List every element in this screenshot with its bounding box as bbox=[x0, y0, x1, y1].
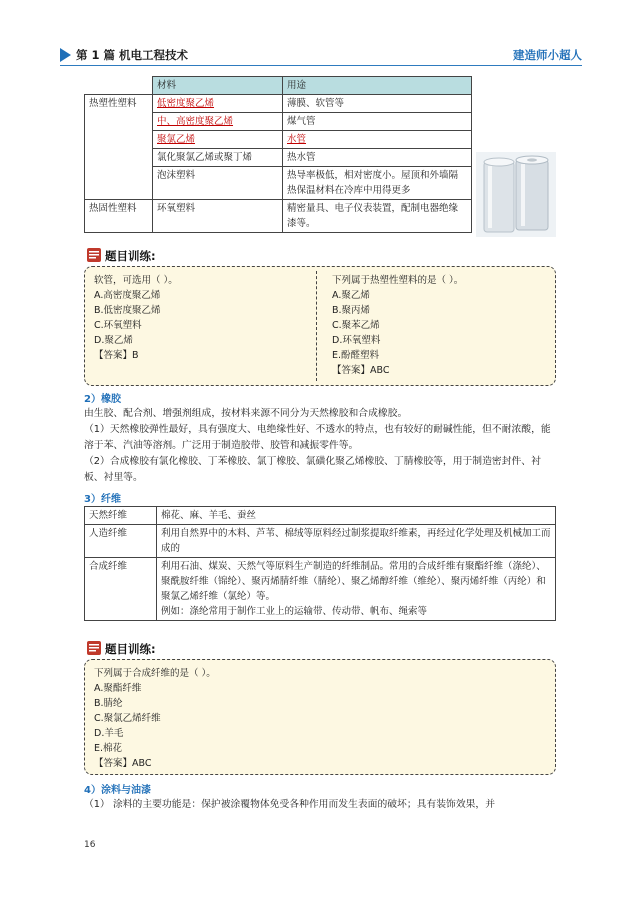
coating-title: 4）涂料与油漆 bbox=[84, 785, 151, 796]
table-row: 天然纤维 棉花、麻、羊毛、蚕丝 bbox=[85, 507, 556, 525]
quiz1-right: 下列属于热塑性塑料的是（ ）。 A.聚乙烯 B.聚丙烯 C.聚苯乙烯 D.环氧塑料 E.酚醛塑料 【答案】ABC bbox=[332, 275, 464, 376]
rubber-synthetic: （2）合成橡胶有氯化橡胶、丁苯橡胶、氯丁橡胶、氯磺化聚乙烯橡胶、丁腈橡胶等，用于制造密封件、衬板、衬里等。 bbox=[84, 456, 541, 483]
rubber-natural: （1）天然橡胶弹性最好，具有强度大、电绝缘性好、不透水的特点，也有较好的耐碱性能，但不耐浓酸，能溶于苯、汽油等溶剂。广泛用于制造胶带、胶管和减振零件等。 bbox=[84, 424, 551, 451]
thermoset-label: 热固性塑料 bbox=[85, 200, 153, 233]
table-row bbox=[85, 95, 472, 113]
quiz-heading: 题目训练: bbox=[86, 640, 156, 657]
use-cell: 精密量具、电子仪表装置，配制电器绝缘漆等。 bbox=[283, 200, 472, 233]
quiz2-content: 下列属于合成纤维的是（ ）。 A.聚酯纤维 B.腈纶 C.聚氯乙烯纤维 D.羊毛 E.棉花 【答案】ABC bbox=[94, 668, 216, 769]
header-material: 材料 bbox=[153, 77, 283, 95]
table-row: 人造纤维 利用自然界中的木料、芦苇、棉绒等原料经过制浆提取纤维素，再经过化学处理及机械加工而成的 bbox=[85, 525, 556, 558]
brand-name: 建造师小超人 bbox=[513, 48, 582, 62]
use-cell: 薄膜、软管等 bbox=[283, 95, 472, 113]
fiber-table bbox=[84, 506, 556, 621]
column-divider bbox=[316, 271, 317, 381]
film-roll-image bbox=[476, 152, 556, 237]
table-header-row bbox=[85, 77, 472, 95]
chapter-title: 第 1 篇 机电工程技术 bbox=[76, 48, 189, 62]
page-number: 16 bbox=[84, 840, 96, 850]
quiz1-left: 软管，可选用（ ）。 A.高密度聚乙烯 B.低密度聚乙烯 C.环氧塑料 D.聚乙烯 【答案】B bbox=[94, 275, 178, 361]
rubber-intro: 由生胶、配合剂、增强剂组成，按材料来源不同分为天然橡胶和合成橡胶。 bbox=[84, 408, 408, 419]
use-cell: 热导率极低，相对密度小。屋顶和外墙隔热保温材料在冷库中用得更多 bbox=[283, 167, 472, 200]
material-cell: 氯化聚氯乙烯或聚丁烯 bbox=[153, 149, 283, 167]
notepad-icon bbox=[86, 247, 102, 263]
use-cell: 水管 bbox=[283, 131, 472, 149]
material-cell: 泡沫塑料 bbox=[153, 167, 283, 200]
notepad-icon bbox=[86, 640, 102, 656]
page-header bbox=[60, 44, 582, 66]
rubber-title: 2）橡胶 bbox=[84, 394, 121, 405]
table-row: 合成纤维 利用石油、煤炭、天然气等原料生产制造的纤维制品。常用的合成纤维有聚酯纤维（涤纶）、聚酰胺纤维（锦纶）、聚丙烯腈纤维（腈纶）、聚乙烯醇纤维（维纶）、聚丙烯纤维（丙纶）和聚氯乙烯纤维（氯纶）等。 例如：涤纶常用于制作工业上的运输带、传动带、帆布、绳索等 bbox=[85, 558, 556, 621]
material-cell: 环氧塑料 bbox=[153, 200, 283, 233]
use-cell: 煤气管 bbox=[283, 113, 472, 131]
use-cell: 热水管 bbox=[283, 149, 472, 167]
quiz1-box bbox=[84, 266, 556, 386]
quiz-heading: 题目训练: bbox=[86, 247, 156, 264]
material-cell: 聚氯乙烯 bbox=[153, 131, 283, 149]
header-use: 用途 bbox=[283, 77, 472, 95]
quiz2-box bbox=[84, 659, 556, 775]
fiber-title: 3）纤维 bbox=[84, 494, 121, 505]
header-triangle-icon bbox=[60, 48, 71, 62]
thermo-label: 热塑性塑料 bbox=[85, 95, 153, 200]
plastic-table bbox=[84, 76, 472, 233]
table-row bbox=[85, 200, 472, 233]
material-cell: 低密度聚乙烯 bbox=[153, 95, 283, 113]
coating-text: （1） 涂料的主要功能是：保护被涂覆物体免受各种作用而发生表面的破坏；具有装饰效果，并 bbox=[84, 799, 496, 810]
material-cell: 中、高密度聚乙烯 bbox=[153, 113, 283, 131]
